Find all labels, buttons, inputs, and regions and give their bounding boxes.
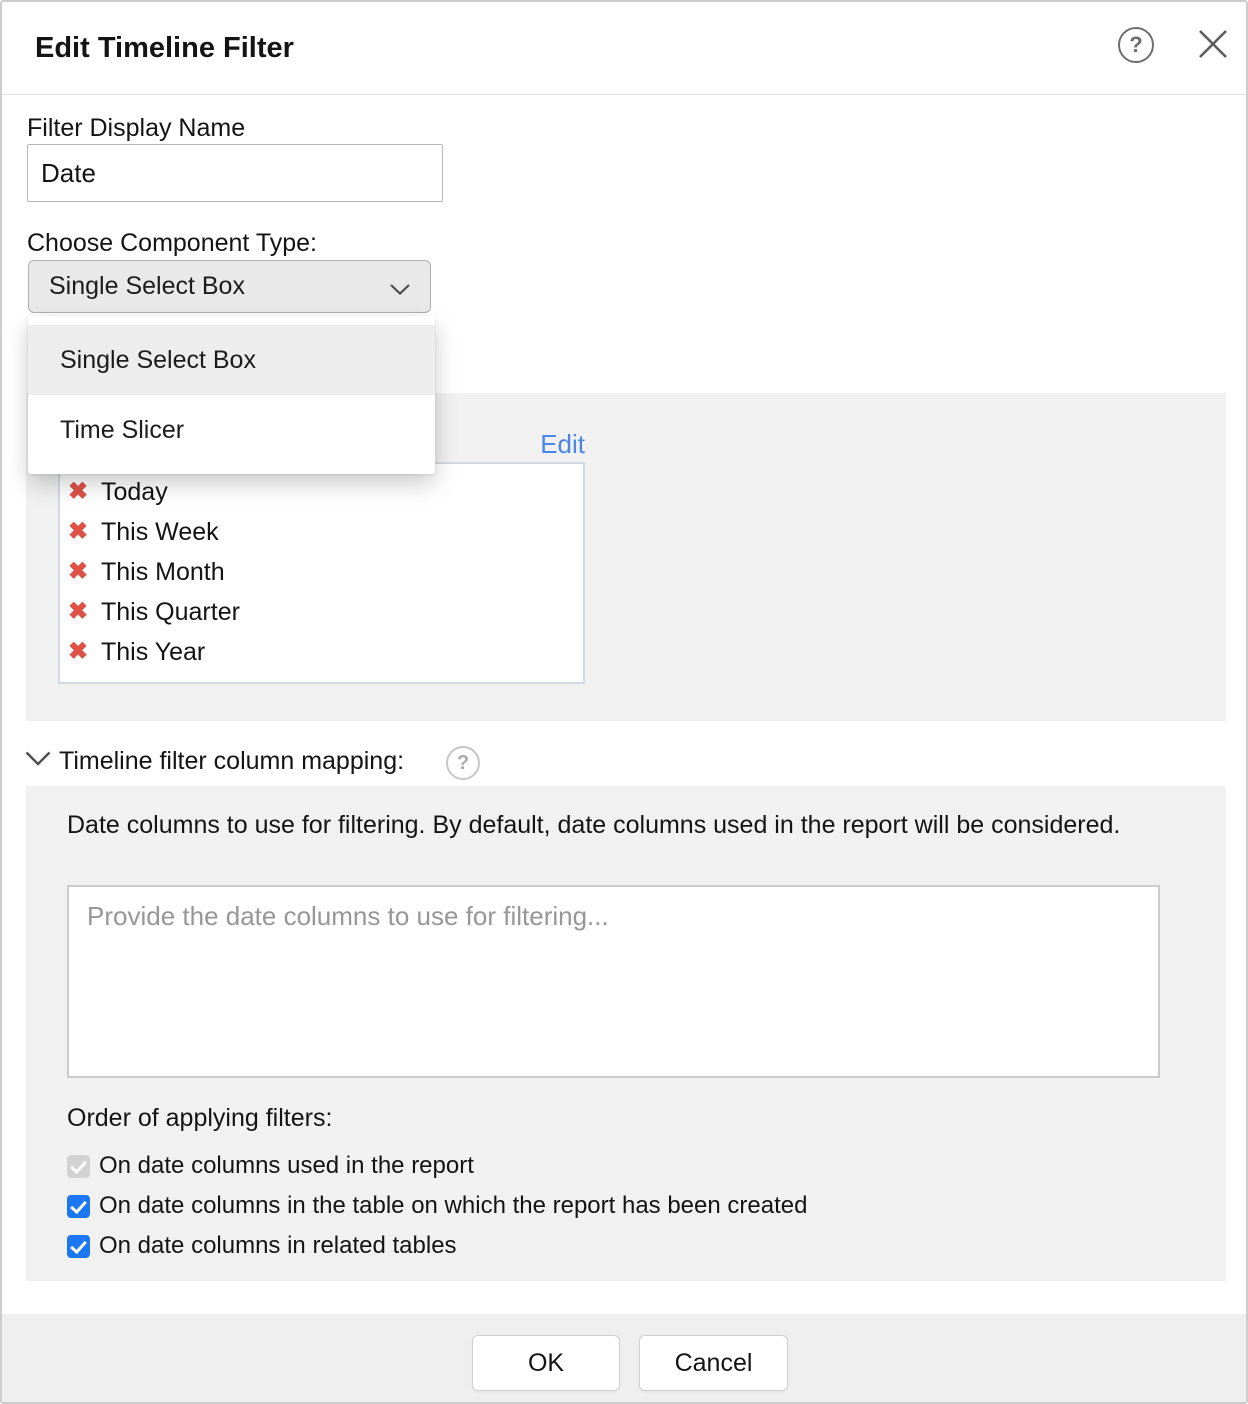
- checkbox-row[interactable]: [67, 1146, 807, 1186]
- remove-value-icon[interactable]: ✖: [68, 518, 89, 545]
- ok-button[interactable]: OK: [472, 1335, 620, 1391]
- timeline-value-label: This Quarter: [101, 597, 240, 626]
- timeline-value-label: Today: [101, 477, 168, 506]
- checkbox-icon[interactable]: [67, 1195, 90, 1218]
- timeline-value-row: [60, 512, 583, 552]
- timeline-value-row: [60, 472, 583, 512]
- filter-display-name-label: Filter Display Name: [27, 114, 246, 142]
- dialog-footer: [2, 1314, 1246, 1404]
- component-type-select[interactable]: [28, 260, 431, 313]
- component-type-selected-value: Single Select Box: [49, 272, 245, 300]
- timeline-values-listbox: [58, 462, 585, 684]
- checkbox-icon[interactable]: [67, 1155, 90, 1178]
- timeline-value-row: [60, 592, 583, 632]
- mapping-help-icon[interactable]: ?: [446, 746, 480, 780]
- mapping-section-label: Timeline filter column mapping:: [59, 747, 405, 775]
- remove-value-icon[interactable]: ✖: [68, 638, 89, 665]
- checkbox-label: On date columns used in the report: [99, 1152, 474, 1179]
- timeline-value-label: This Week: [101, 517, 219, 546]
- dropdown-option[interactable]: Time Slicer: [28, 395, 435, 465]
- mapping-description: Date columns to use for filtering. By default, date columns used in the report will be considered.: [67, 811, 1121, 839]
- date-columns-textarea[interactable]: [67, 885, 1160, 1078]
- help-icon[interactable]: ?: [1118, 27, 1154, 63]
- dropdown-option[interactable]: Single Select Box: [28, 325, 435, 395]
- dialog-header: [2, 2, 1246, 95]
- checkbox-label: On date columns in related tables: [99, 1232, 457, 1259]
- filter-order-checkbox-group: [67, 1146, 807, 1266]
- remove-value-icon[interactable]: ✖: [68, 558, 89, 585]
- cancel-button[interactable]: Cancel: [639, 1335, 788, 1391]
- timeline-value-label: This Month: [101, 557, 225, 586]
- checkbox-icon[interactable]: [67, 1235, 90, 1258]
- edit-values-link[interactable]: Edit: [540, 429, 585, 459]
- checkbox-row[interactable]: [67, 1226, 807, 1266]
- component-type-label: Choose Component Type:: [27, 229, 318, 257]
- checkbox-row[interactable]: [67, 1186, 807, 1226]
- chevron-down-icon: [390, 282, 410, 300]
- close-icon[interactable]: [1195, 26, 1231, 62]
- mapping-panel: [26, 786, 1226, 1281]
- remove-value-icon[interactable]: ✖: [68, 598, 89, 625]
- timeline-value-row: [60, 632, 583, 672]
- checkbox-label: On date columns in the table on which the report has been created: [99, 1192, 808, 1219]
- filter-display-name-input[interactable]: [27, 144, 443, 202]
- dialog-title: Edit Timeline Filter: [35, 32, 294, 64]
- remove-value-icon[interactable]: ✖: [68, 478, 89, 505]
- order-of-filters-label: Order of applying filters:: [67, 1104, 333, 1132]
- component-type-dropdown-menu: [28, 316, 435, 474]
- timeline-value-label: This Year: [101, 637, 206, 666]
- collapse-chevron-icon[interactable]: [25, 751, 51, 771]
- timeline-value-row: [60, 552, 583, 592]
